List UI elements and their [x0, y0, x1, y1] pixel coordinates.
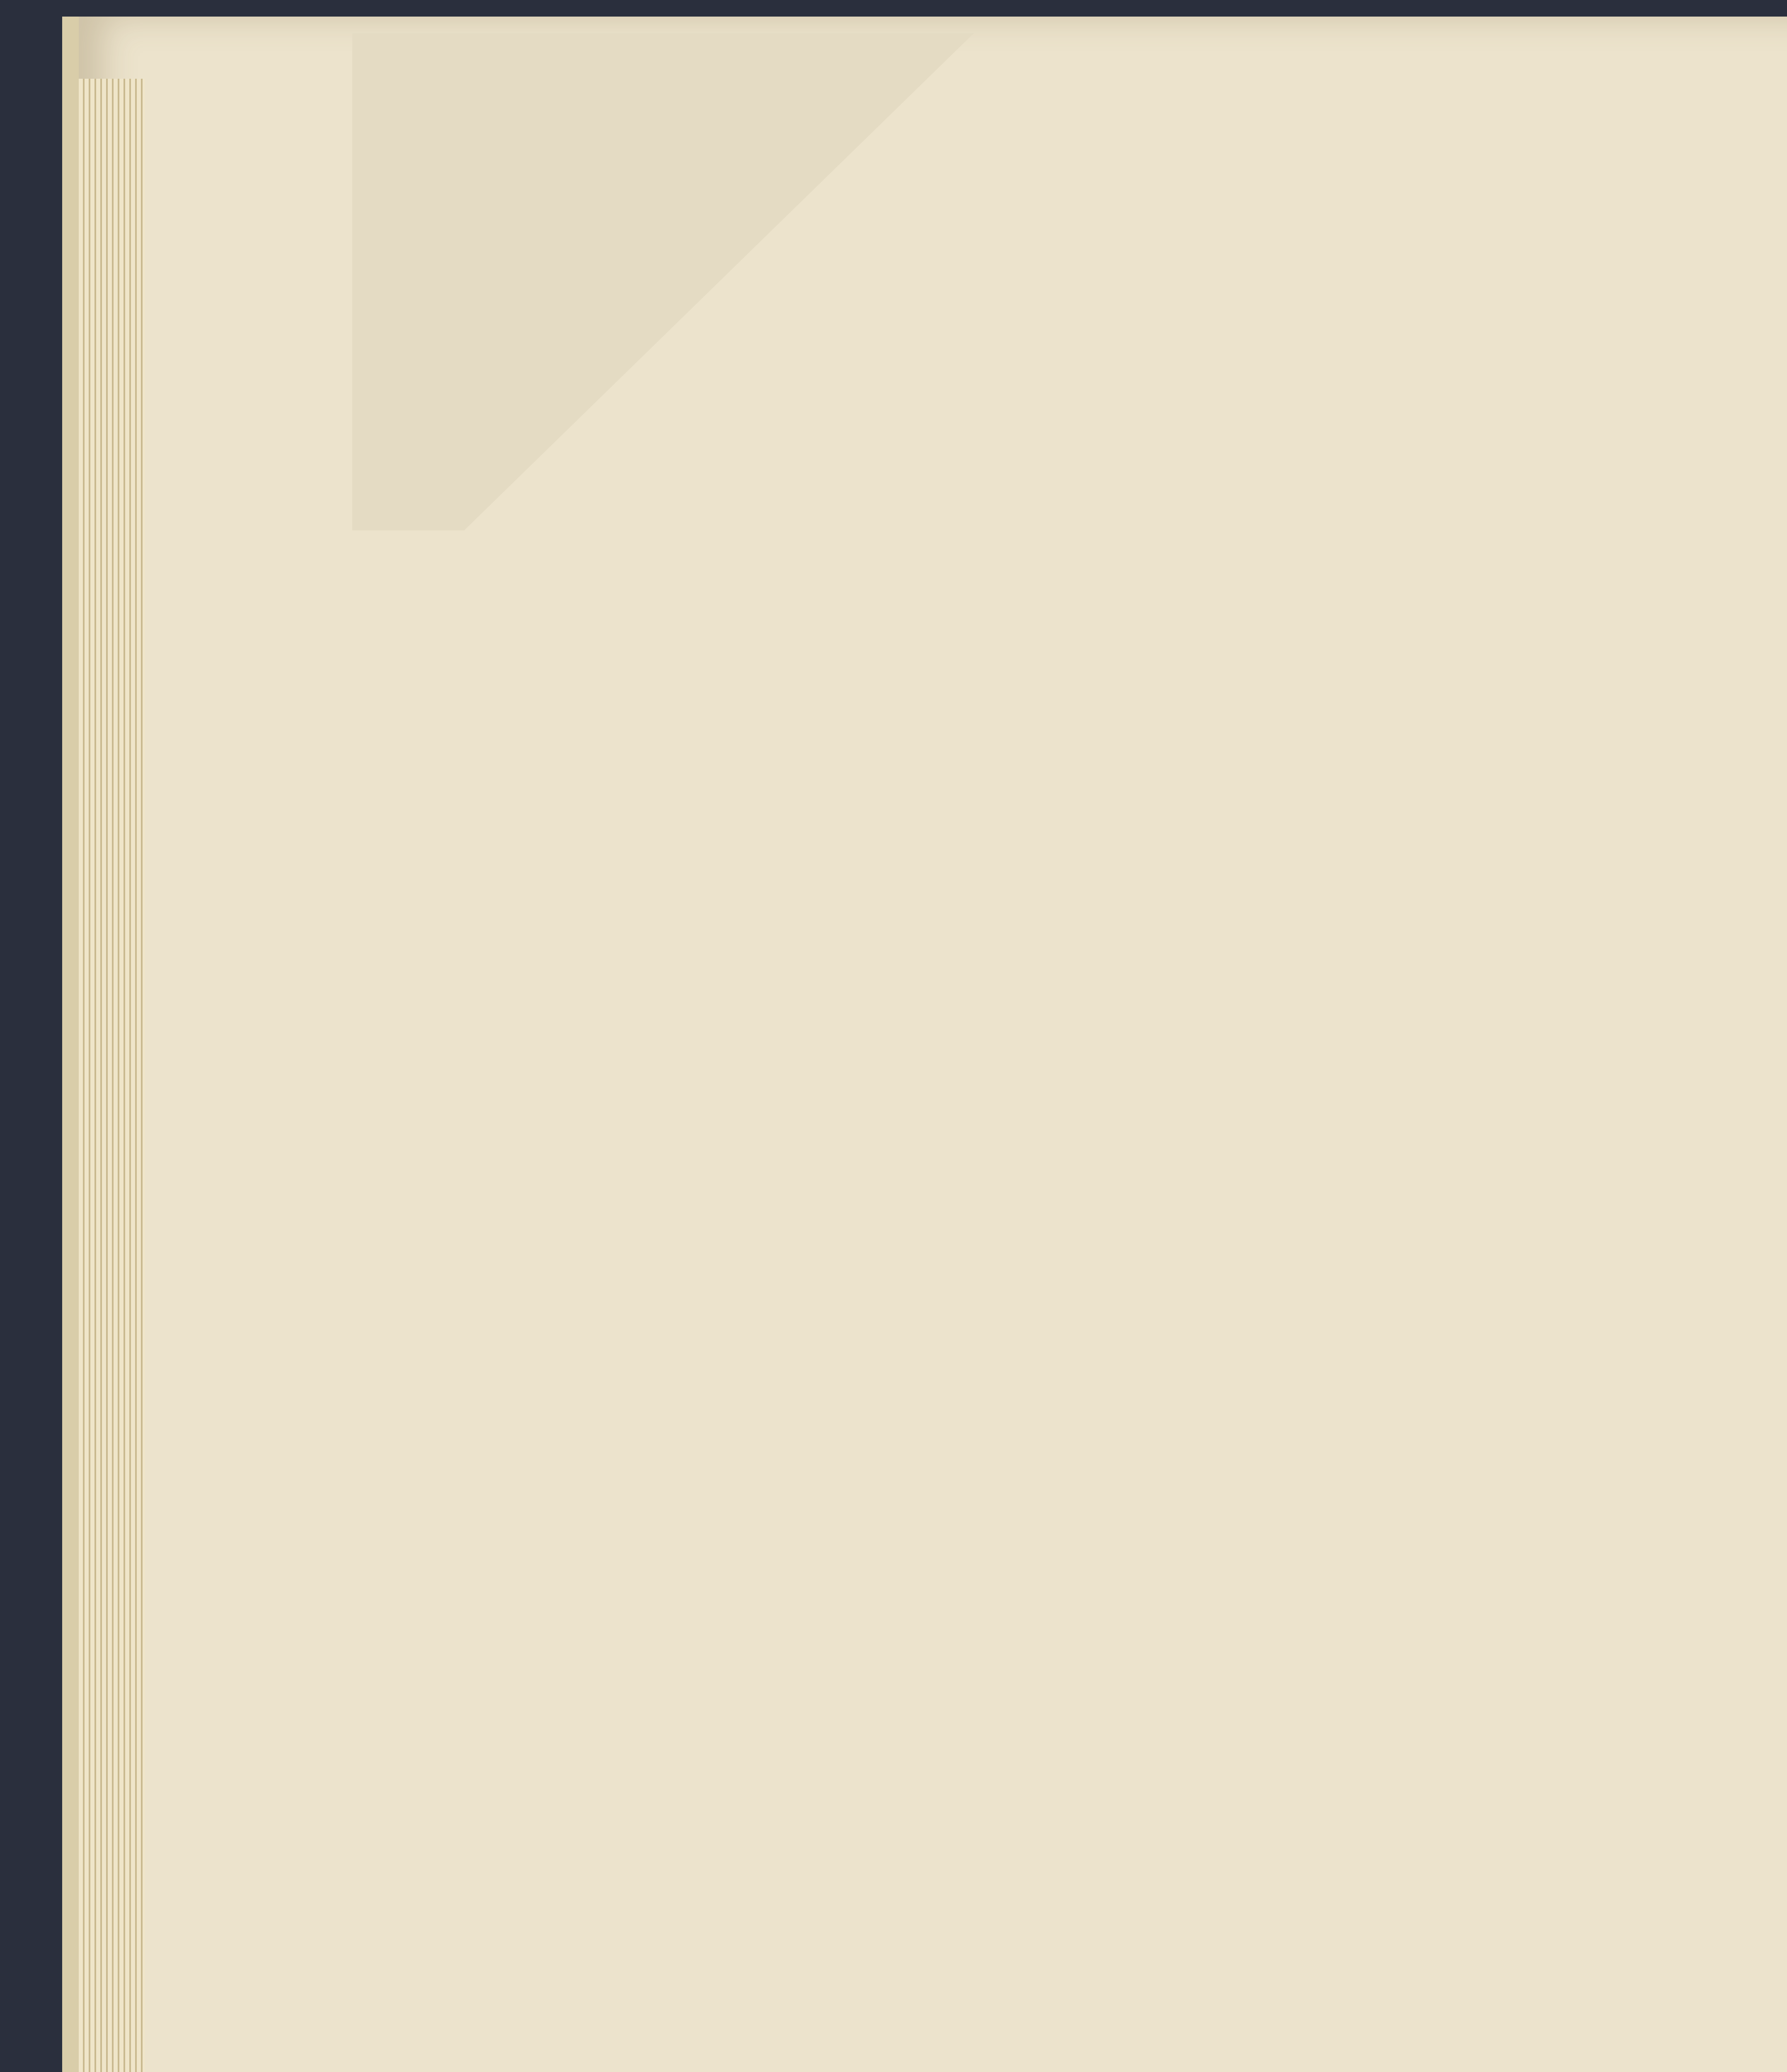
folded-page-corner: [352, 33, 974, 530]
book-page: [62, 17, 1787, 2072]
page-edges: [79, 79, 145, 2072]
